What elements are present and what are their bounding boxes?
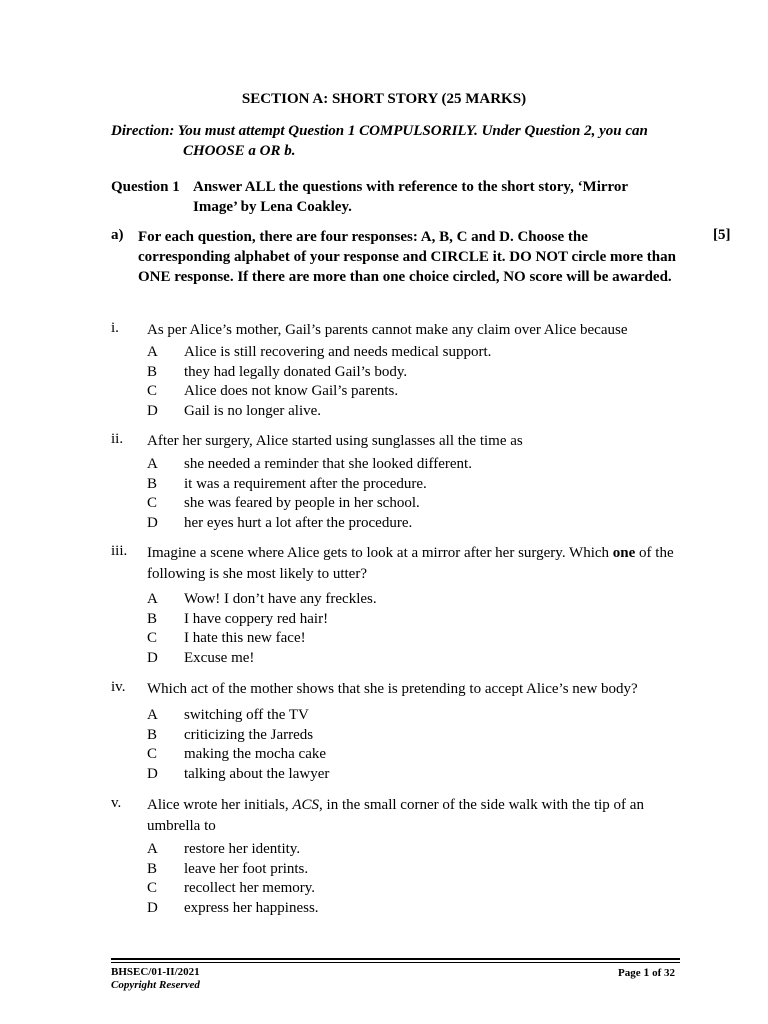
option-letter: B bbox=[147, 475, 158, 492]
option-text: making the mocha cake bbox=[184, 746, 327, 762]
option-text: Excuse me! bbox=[184, 649, 255, 666]
item-number: v. bbox=[111, 795, 122, 811]
item-number: i. bbox=[111, 320, 119, 336]
option-letter: B bbox=[147, 363, 158, 380]
question-text: Answer ALL the questions with reference to the short story, ‘Mirror Image’ by Lena Coakley. bbox=[193, 179, 628, 215]
option-text: switching off the TV bbox=[184, 707, 309, 723]
page-current: 1 bbox=[643, 965, 650, 979]
option-text: express her happiness. bbox=[184, 899, 319, 916]
question-label: Question 1 bbox=[111, 179, 180, 195]
item-stem: As per Alice’s mother, Gail’s parents cannot make any claim over Alice because bbox=[147, 322, 628, 338]
option-text: she needed a reminder that she looked different. bbox=[184, 456, 472, 472]
part-a-label: a) bbox=[111, 227, 124, 243]
part-a-instruction: For each question, there are four responses: A, B, C and D. Choose the corresponding alphabet of your response and CIRCLE it. DO NOT circle more than ONE response. If there are more than one choice circled, NO score will be awarded. bbox=[138, 229, 676, 285]
option-letter: C bbox=[147, 383, 158, 399]
option-text: Alice is still recovering and needs medical support. bbox=[184, 344, 492, 360]
direction-line-1: Direction: You must attempt Question 1 COMPULSORILY. Under Question 2, you can bbox=[111, 123, 648, 139]
option-text: Alice does not know Gail’s parents. bbox=[184, 383, 399, 399]
option-letter: A bbox=[147, 456, 158, 472]
option-text: Gail is no longer alive. bbox=[184, 402, 322, 419]
item-stem: After her surgery, Alice started using sunglasses all the time as bbox=[147, 433, 523, 449]
item-stem: Which act of the mother shows that she is pretending to accept Alice’s new body? bbox=[147, 681, 638, 697]
page-number bbox=[618, 966, 675, 980]
option-letter: B bbox=[147, 860, 158, 877]
option-letter: A bbox=[147, 591, 158, 607]
direction-text bbox=[111, 121, 711, 161]
option-text: I have coppery red hair! bbox=[184, 610, 329, 627]
page-total: of 32 bbox=[649, 967, 676, 979]
part-a-marks: [5] bbox=[713, 227, 731, 243]
option-text: criticizing the Jarreds bbox=[184, 726, 314, 743]
section-title: SECTION A: SHORT STORY (25 MARKS) bbox=[241, 91, 527, 107]
option-text: it was a requirement after the procedure. bbox=[184, 475, 427, 492]
stem-text: of the following is she most likely to utter? bbox=[147, 545, 674, 582]
option-letter: A bbox=[147, 841, 158, 857]
stem-text: Imagine a scene where Alice gets to look at a mirror after her surgery. Which bbox=[147, 545, 613, 561]
footer-rule-thin bbox=[111, 962, 680, 963]
option-text: leave her foot prints. bbox=[184, 860, 309, 877]
stem-emphasis: one bbox=[612, 545, 636, 561]
option-letter: A bbox=[147, 344, 158, 360]
option-letter: D bbox=[147, 765, 158, 782]
exam-code: BHSEC/01-II/2021 bbox=[111, 966, 200, 978]
option-letter: A bbox=[147, 707, 158, 723]
item-stem bbox=[147, 543, 677, 585]
option-letter: D bbox=[147, 514, 158, 531]
page-prefix: Page bbox=[618, 967, 644, 979]
option-letter: C bbox=[147, 880, 158, 896]
option-letter: D bbox=[147, 402, 158, 419]
stem-text: , in the small corner of the side walk with the tip of an umbrella to bbox=[147, 797, 644, 834]
footer-rule-thick bbox=[111, 958, 680, 960]
option-letter: B bbox=[147, 610, 158, 627]
option-letter: C bbox=[147, 495, 158, 511]
direction-line-2: CHOOSE a OR b. bbox=[183, 143, 296, 159]
stem-text: Alice wrote her initials, bbox=[147, 797, 293, 813]
item-number: iii. bbox=[111, 543, 128, 559]
option-letter: C bbox=[147, 746, 158, 762]
item-number: ii. bbox=[111, 431, 124, 447]
option-text: I hate this new face! bbox=[184, 630, 306, 646]
item-number: iv. bbox=[111, 679, 126, 695]
option-text: talking about the lawyer bbox=[184, 765, 330, 782]
option-text: she was feared by people in her school. bbox=[184, 495, 420, 511]
option-text: they had legally donated Gail’s body. bbox=[184, 363, 408, 380]
option-letter: D bbox=[147, 899, 158, 916]
option-text: her eyes hurt a lot after the procedure. bbox=[184, 514, 413, 531]
option-letter: D bbox=[147, 649, 158, 666]
stem-italic: ACS bbox=[292, 797, 320, 813]
option-text: recollect her memory. bbox=[184, 880, 316, 896]
item-stem bbox=[147, 795, 677, 837]
copyright-note: Copyright Reserved bbox=[111, 979, 200, 991]
option-text: restore her identity. bbox=[184, 841, 301, 857]
option-letter: C bbox=[147, 630, 158, 646]
option-text: Wow! I don’t have any freckles. bbox=[184, 591, 377, 607]
option-letter: B bbox=[147, 726, 158, 743]
